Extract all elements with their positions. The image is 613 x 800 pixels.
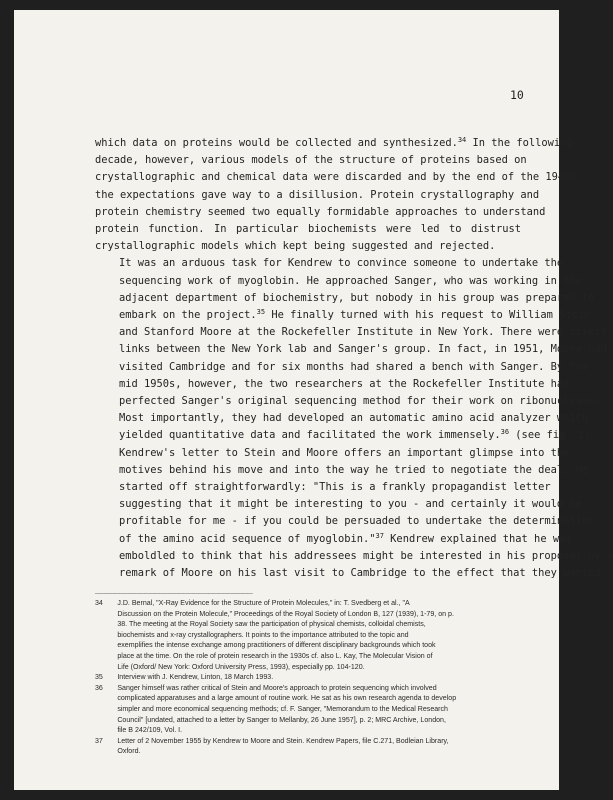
text-line — [95, 221, 521, 238]
footnote-line: Interview with J. Kendrew, Linton, 18 March 1993. — [117, 672, 274, 682]
text-run: started off straightforwardly: "This is a frankly propagandist letter — [119, 481, 551, 494]
footnote-line: place at the time. On the role of protein research in the 1930s cf. also L. Kay, The Molecular Vision of — [117, 650, 433, 660]
text-line — [95, 427, 591, 444]
text-run: protein chemistry seemed two equally formidable approaches to understand — [95, 205, 546, 218]
footnote-number: 37 — [95, 735, 103, 745]
footnote — [95, 736, 495, 757]
page-number: 10 — [510, 88, 524, 102]
text-line — [95, 273, 582, 290]
text-line — [95, 565, 601, 582]
text-run: of the amino acid sequence of myoglobin." — [119, 532, 376, 545]
footnote-line: 38. The meeting at the Royal Society saw the participation of physical chemists, colloidal chemists, — [117, 619, 426, 629]
text-run: Most importantly, they had developed an automatic amino acid analyzer which — [119, 412, 589, 425]
text-run: suggesting that it might be interesting to you - and certainly it would be — [119, 498, 582, 511]
document-page — [14, 10, 613, 790]
footnote-number: 34 — [95, 598, 103, 607]
text-run: profitable for me - if you could be persuaded to undertake the determination — [119, 515, 595, 528]
text-run: In the following — [466, 137, 573, 149]
footnote-line: file B 242/109, Vol. I. — [117, 725, 183, 735]
footnote-line: Sanger himself was rather critical of Stein and Moore's approach to protein sequencing which involved — [117, 682, 437, 692]
text-line — [95, 445, 570, 462]
footnote-line: biochemists and x-ray crystallographers. It points to the importance attributed to the topic and — [117, 629, 409, 639]
footnote-line: Oxford. — [117, 746, 141, 756]
text-line — [95, 410, 589, 427]
text-line — [95, 359, 589, 376]
text-line — [95, 531, 572, 548]
text-run: (see fig. 1) — [509, 429, 591, 442]
text-run: sequencing work of myoglobin. He approached Sanger, who was working in the — [119, 274, 582, 287]
footnote-line: exemplifies the intense exchange among practitioners of different disciplinary backgrounds which took — [117, 640, 436, 650]
text-line — [95, 307, 591, 324]
text-line — [95, 479, 551, 496]
text-run: the expectations gave way to a disillusion. Protein crystallography and — [95, 188, 540, 201]
text-line — [95, 341, 607, 358]
text-line — [95, 376, 570, 393]
footnote-marker: 36 — [500, 428, 510, 437]
footnote — [95, 672, 495, 683]
footnote-number: 35 — [95, 672, 103, 682]
text-run: mid 1950s, however, the two researchers at the Rockefeller Institute had — [119, 377, 570, 390]
footnote-text — [117, 672, 495, 683]
body-text — [95, 135, 613, 582]
footnote-line: complicated apparatuses and a large amount of routine work. He sat as his own research agenda to develop — [117, 693, 457, 703]
footnote-line: Letter of 2 November 1955 by Kendrew to Moore and Stein. Kendrew Papers, file C.271, Bodleian Library, — [117, 735, 449, 745]
footnote-line: simpler and more economical sequencing methods; cf. F. Sanger, "Memorandum to the Medical Research — [117, 703, 448, 713]
text-run: links between the New York lab and Sanger's group. In fact, in 1951, Moore had — [119, 343, 607, 356]
text-line — [95, 290, 595, 307]
text-run: protein function. In particular biochemists were led to distrust — [95, 223, 521, 236]
footnote-text — [117, 683, 495, 736]
footnote-separator: ________________________________ — [95, 585, 253, 595]
text-line — [95, 548, 613, 565]
paragraph — [95, 255, 607, 444]
footnote-marker: 37 — [375, 531, 384, 540]
text-run: crystallographic models which kept being suggested and rejected. — [95, 240, 496, 253]
footnote-text — [117, 736, 495, 757]
text-run: It was an arduous task for Kendrew to convince someone to undertake the — [119, 257, 564, 270]
footnote-line: Council" [undated, attached to a letter by Sanger to Mellanby, 26 June 1957], p. 2; MRC Archive, London, — [117, 714, 446, 724]
paragraph — [95, 135, 577, 255]
text-run: Kendrew's letter to Stein and Moore offers an important glimpse into the — [119, 446, 570, 459]
text-line — [95, 393, 601, 410]
paragraph — [95, 445, 613, 583]
text-line — [95, 496, 582, 513]
text-line — [95, 513, 595, 530]
text-run: embark on the project. — [119, 309, 257, 322]
text-run: yielded quantitative data and facilitated the work immensely. — [119, 429, 501, 442]
text-run: and Stanford Moore at the Rockefeller Institute in New York. There were direct — [119, 326, 607, 339]
footnote-marker: 35 — [256, 308, 266, 317]
text-run: perfected Sanger's original sequencing method for their work on ribonuclease. — [119, 395, 601, 408]
text-line — [95, 187, 540, 204]
text-run: decade, however, various models of the structure of proteins based on — [95, 154, 527, 167]
text-run: remark of Moore on his last visit to Cambridge to the effect that they wanted — [119, 567, 601, 580]
footnote-line: Discussion on the Protein Molecule," Proceedings of the Royal Society of London B, 127 (1939), 1-79, on p. — [117, 608, 454, 618]
text-line — [95, 135, 573, 152]
text-line — [95, 204, 546, 221]
text-line — [95, 255, 564, 272]
text-run: He finally turned with his request to William Stein — [265, 309, 591, 322]
text-run: emboldled to think that his addressees might be interested in his proposal by a — [119, 549, 613, 562]
text-line — [95, 462, 589, 479]
text-run: Kendrew explained that he was — [383, 532, 572, 545]
text-line — [95, 238, 521, 255]
text-run: motives behind his move and into the way he tried to negotiate the deal. He — [119, 463, 589, 476]
footnotes — [95, 598, 495, 757]
footnote-line: Life (Oxford/ New York: Oxford University Press, 1993), especially pp. 104-120. — [117, 661, 365, 671]
text-run: adjacent department of biochemistry, but nobody in his group was prepared to — [119, 291, 595, 304]
text-line — [95, 324, 607, 341]
text-run: which data on proteins would be collected and synthesized. — [95, 137, 458, 149]
text-line — [95, 152, 527, 169]
footnote-marker: 34 — [457, 136, 467, 144]
text-run: crystallographic and chemical data were discarded and by the end of the 1940s — [95, 171, 577, 184]
footnote-number: 36 — [95, 682, 103, 692]
footnote-text — [117, 598, 495, 672]
footnote — [95, 598, 495, 672]
text-line — [95, 169, 577, 186]
text-run: visited Cambridge and for six months had shared a bench with Sanger. By the — [119, 360, 589, 373]
footnote-line: J.D. Bernal, "X-Ray Evidence for the Structure of Protein Molecules," in: T. Svedberg et al., "A — [117, 598, 410, 607]
footnote — [95, 683, 495, 736]
